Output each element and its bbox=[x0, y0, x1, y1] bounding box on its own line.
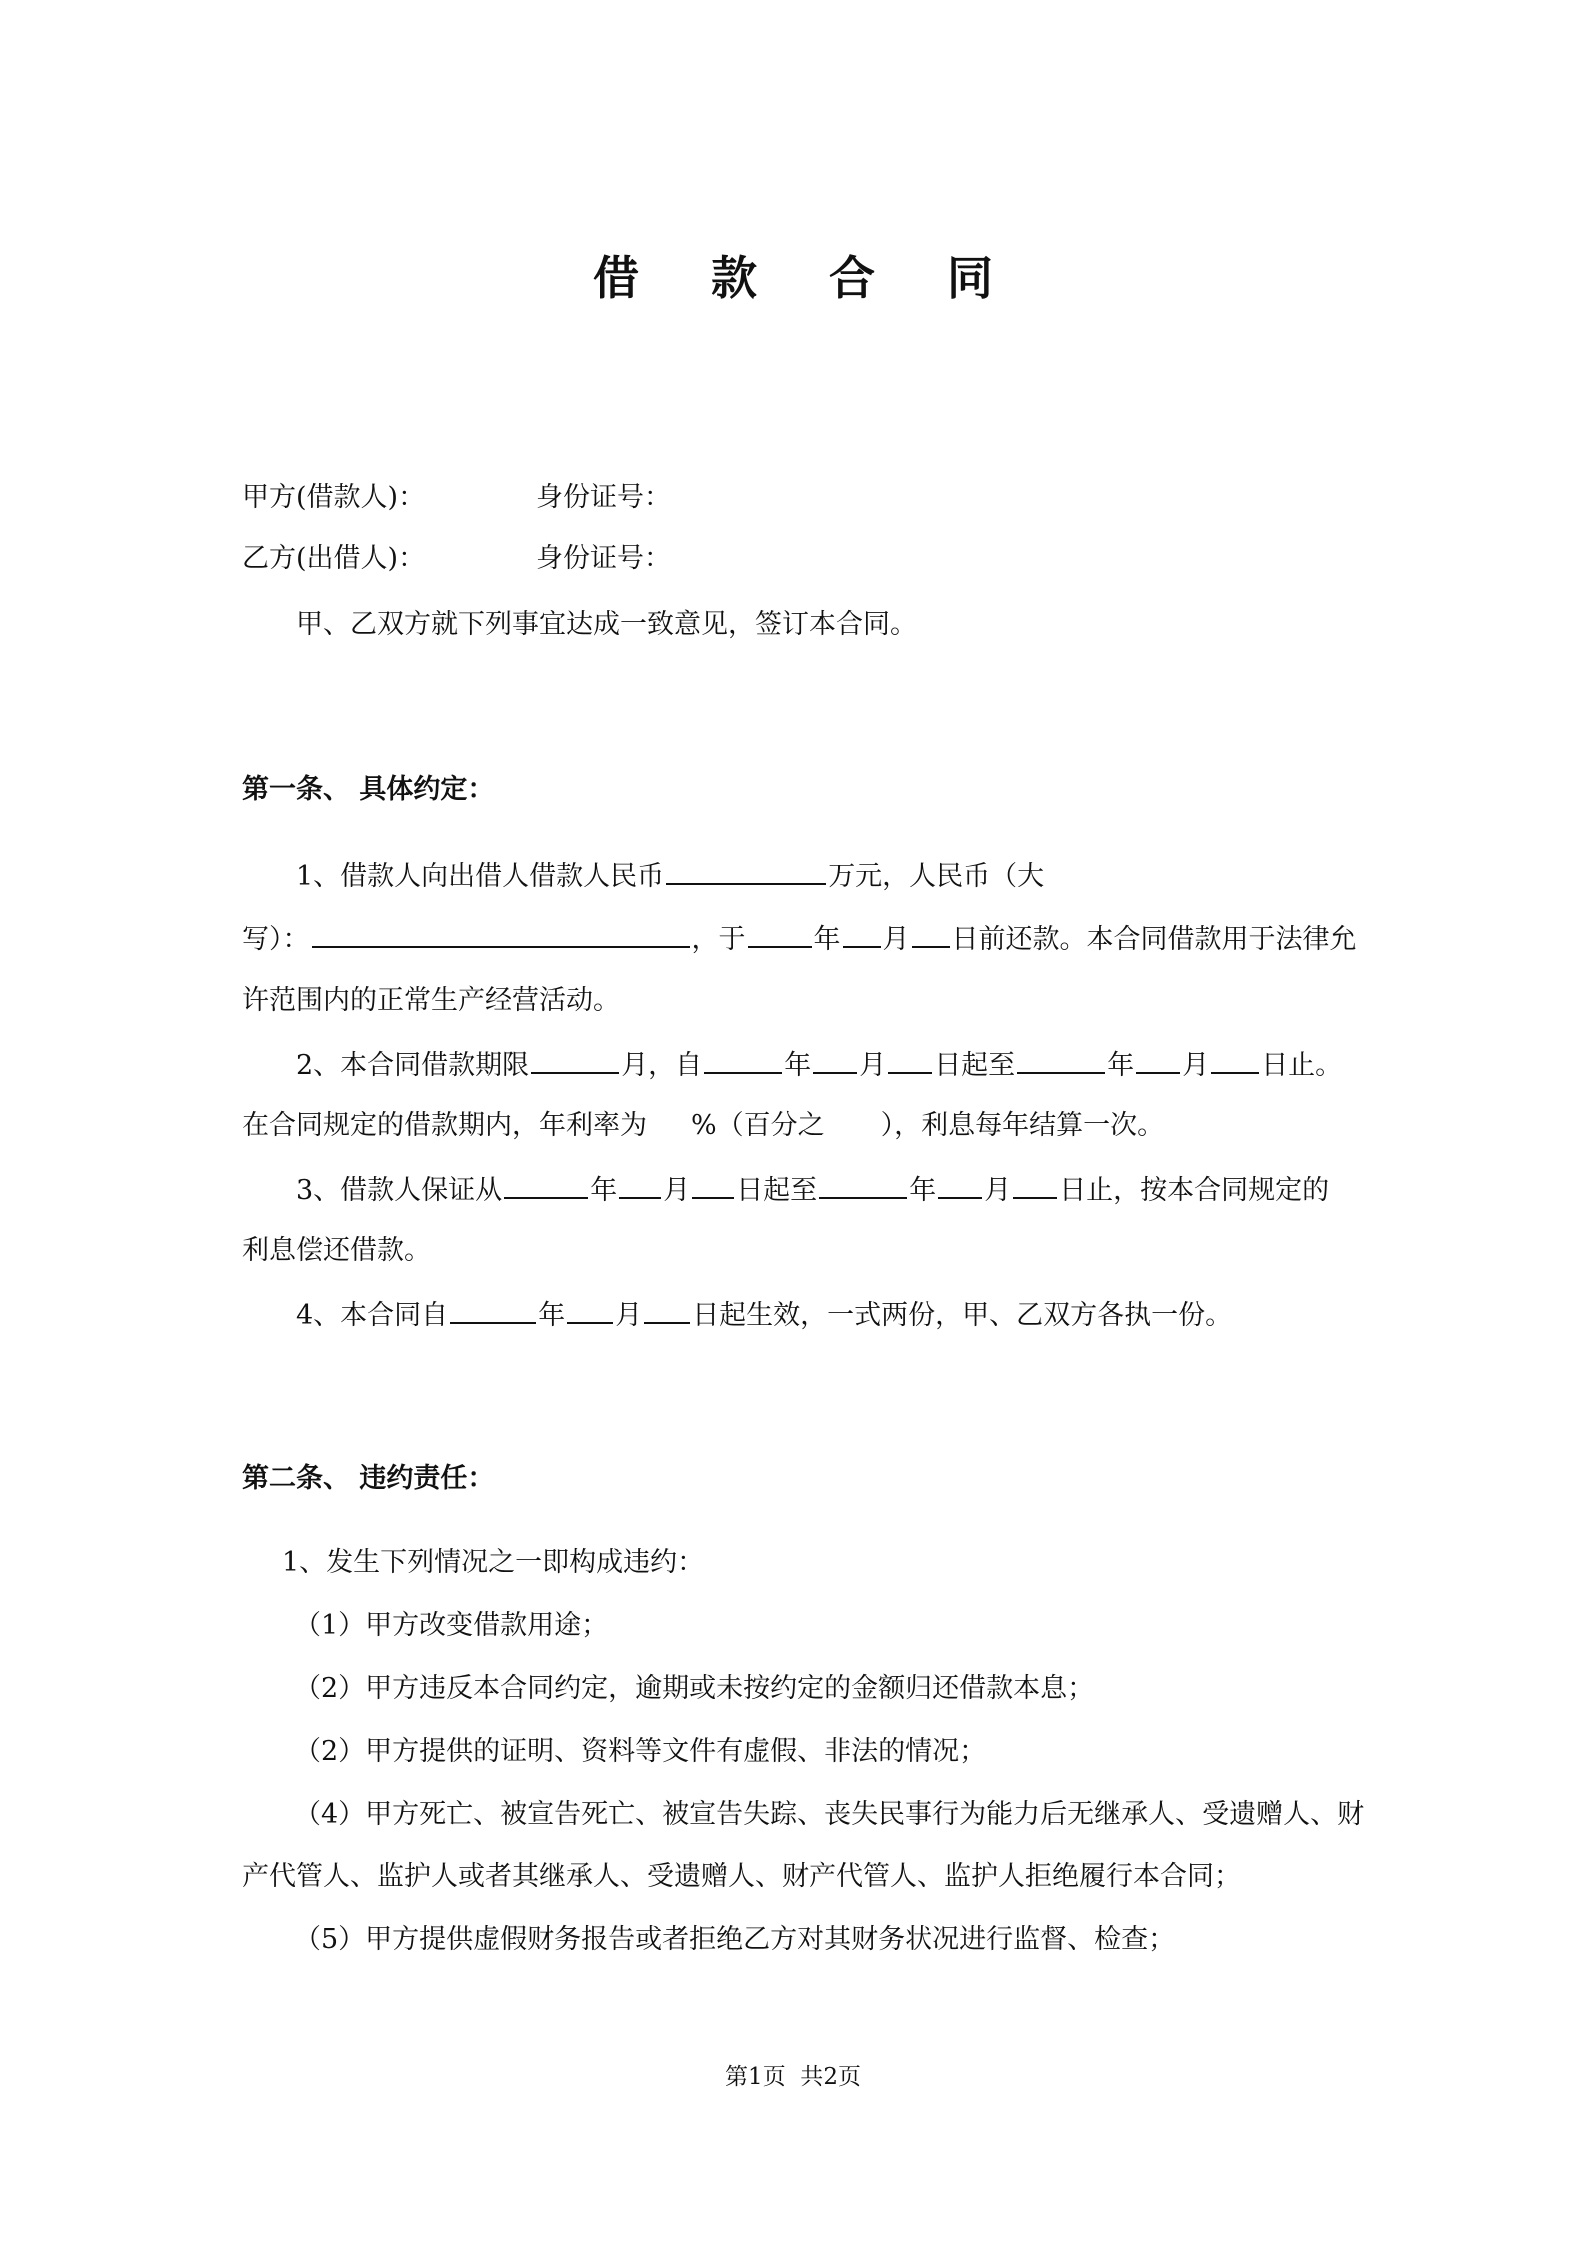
month-blank bbox=[813, 1046, 857, 1074]
month-blank bbox=[567, 1296, 613, 1324]
clause-text: 写）： bbox=[242, 924, 310, 955]
clause-text: 日止。 bbox=[1261, 1050, 1343, 1081]
year-blank bbox=[504, 1171, 588, 1199]
party-b-label: 乙方(出借人)： bbox=[242, 543, 426, 574]
clause-text: 月 bbox=[615, 1300, 643, 1331]
clause-text: 年 bbox=[909, 1175, 937, 1206]
page-footer bbox=[0, 2058, 1586, 2091]
article2-sub2: （2）甲方违反本合同约定，逾期或未按约定的金额归还借款本息； bbox=[294, 1673, 1095, 1704]
month-blank bbox=[843, 920, 881, 948]
month-blank bbox=[938, 1171, 982, 1199]
day-blank bbox=[888, 1046, 932, 1074]
article1-clause1-line3: 许范围内的正常生产经营活动。 bbox=[242, 985, 620, 1016]
article1-clause1-line2 bbox=[242, 920, 1357, 958]
term-months-blank bbox=[531, 1046, 619, 1074]
article2-sub4-line1: （4）甲方死亡、被宣告死亡、被宣告失踪、丧失民事行为能力后无继承人、受遗赠人、财 bbox=[294, 1799, 1365, 1830]
article1-clause2-line1 bbox=[296, 1046, 1342, 1084]
clause-text: 万元，人民币（大 bbox=[828, 861, 1045, 892]
clause-text: 月 bbox=[859, 1050, 887, 1081]
party-b-id-label: 身份证号： bbox=[536, 543, 671, 574]
clause-text: 日前还款。本合同借款用于法律允 bbox=[951, 924, 1357, 955]
clause-text: 年 bbox=[590, 1175, 618, 1206]
footer-text: 页 bbox=[837, 2064, 861, 2090]
article2-heading: 第二条、 违约责任： bbox=[242, 1463, 495, 1494]
clause-text: 日起至 bbox=[934, 1050, 1016, 1081]
day-blank bbox=[692, 1171, 734, 1199]
article2-sub5: （5）甲方提供虚假财务报告或者拒绝乙方对其财务状况进行监督、检查； bbox=[294, 1924, 1176, 1955]
page-total: 2 bbox=[823, 2064, 838, 2090]
year-blank bbox=[819, 1171, 907, 1199]
clause-text: 日起生效，一式两份，甲、乙双方各执一份。 bbox=[692, 1300, 1233, 1331]
clause-text: 4、本合同自 bbox=[296, 1300, 449, 1331]
amount-blank bbox=[666, 857, 826, 885]
clause-text: 3、借款人保证从 bbox=[296, 1175, 503, 1206]
clause-text: 日起至 bbox=[736, 1175, 818, 1206]
day-blank bbox=[1013, 1171, 1057, 1199]
article1-clause1-line1 bbox=[296, 857, 1044, 895]
clause-text: 年 bbox=[1107, 1050, 1135, 1081]
intro-paragraph: 甲、乙双方就下列事宜达成一致意见，签订本合同。 bbox=[296, 609, 917, 640]
page-current: 1 bbox=[748, 2064, 763, 2090]
clause-text: 年 bbox=[813, 924, 841, 955]
clause-text: 月 bbox=[1182, 1050, 1210, 1081]
clause-text: ），利息每年结算一次。 bbox=[880, 1110, 1165, 1141]
month-blank bbox=[619, 1171, 661, 1199]
party-a-id-label: 身份证号： bbox=[536, 482, 671, 513]
amount-words-blank bbox=[312, 920, 690, 948]
clause-text: ，于 bbox=[691, 924, 746, 955]
clause-text: 月 bbox=[882, 924, 910, 955]
article1-clause3-line2: 利息偿还借款。 bbox=[242, 1235, 431, 1266]
year-blank bbox=[1017, 1046, 1105, 1074]
article2-item1: 1、发生下列情况之一即构成违约： bbox=[282, 1547, 705, 1578]
clause-text: 2、本合同借款期限 bbox=[296, 1050, 530, 1081]
month-blank bbox=[1136, 1046, 1180, 1074]
clause-text: %（百分之 bbox=[691, 1110, 825, 1141]
article2-sub3: （2）甲方提供的证明、资料等文件有虚假、非法的情况； bbox=[294, 1736, 987, 1767]
clause-text: 日止，按本合同规定的 bbox=[1059, 1175, 1330, 1206]
article1-heading: 第一条、 具体约定： bbox=[242, 774, 495, 805]
article2-sub1: （1）甲方改变借款用途； bbox=[294, 1610, 609, 1641]
day-blank bbox=[912, 920, 950, 948]
clause-text: 1、借款人向出借人借款人民币 bbox=[296, 861, 665, 892]
article1-clause3-line1 bbox=[296, 1171, 1329, 1209]
footer-text: 第 bbox=[725, 2064, 749, 2090]
clause-text: 在合同规定的借款期内，年利率为 bbox=[242, 1110, 647, 1141]
clause-text: 月 bbox=[984, 1175, 1012, 1206]
clause-text: 年 bbox=[784, 1050, 812, 1081]
clause-text: 月，自 bbox=[621, 1050, 703, 1081]
year-blank bbox=[748, 920, 812, 948]
party-a-label: 甲方(借款人)： bbox=[242, 482, 426, 513]
article1-clause2-line2 bbox=[242, 1108, 1164, 1144]
year-blank bbox=[450, 1296, 536, 1324]
clause-text: 年 bbox=[538, 1300, 566, 1331]
article2-sub4-line2: 产代管人、监护人或者其继承人、受遗赠人、财产代管人、监护人拒绝履行本合同； bbox=[242, 1861, 1241, 1892]
day-blank bbox=[644, 1296, 690, 1324]
document-title: 借 款 合 同 bbox=[592, 251, 1022, 305]
article1-clause4 bbox=[296, 1296, 1232, 1334]
year-blank bbox=[704, 1046, 782, 1074]
clause-text: 月 bbox=[663, 1175, 691, 1206]
footer-text: 页 共 bbox=[762, 2064, 824, 2090]
day-blank bbox=[1211, 1046, 1259, 1074]
